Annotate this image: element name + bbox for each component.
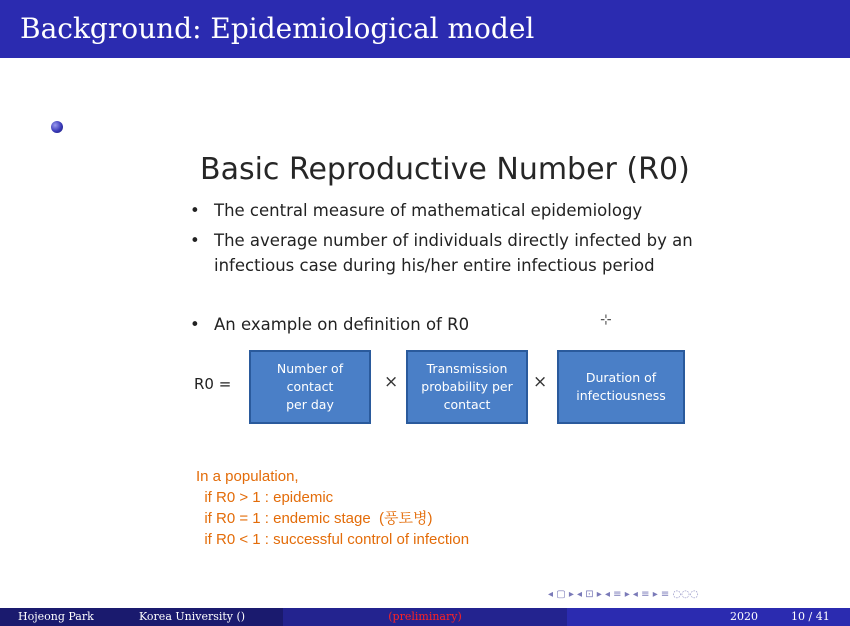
embedded-slide-image: [170, 140, 730, 560]
bullet-list: [184, 198, 724, 283]
population-line: if R0 > 1 : epidemic: [196, 489, 334, 506]
beamer-navigation-icons[interactable]: ◂ ▢ ▸ ◂ ⊡ ▸ ◂ ≡ ▸ ◂ ≡ ▸ ≡ ◌◌◌: [548, 589, 699, 600]
footer-page-number: 10 / 41: [791, 610, 830, 623]
bullet-dot-icon: •: [190, 231, 200, 250]
bullet-item: [184, 228, 724, 278]
footer-short-title: (preliminary): [388, 610, 462, 623]
bullet-text: The central measure of mathematical epidemiology: [214, 201, 643, 220]
example-bullet: [184, 312, 469, 337]
bullet-dot-icon: •: [190, 201, 200, 220]
footer-left: [0, 608, 283, 626]
equation-lhs: R0 =: [194, 375, 232, 393]
bullet-dot-icon: •: [190, 315, 200, 334]
cursor-icon: ⊹: [600, 312, 612, 328]
factor-box-transmission: Transmission probability per contact: [406, 350, 528, 424]
footer-center: [283, 608, 567, 626]
example-text: An example on definition of R0: [214, 315, 470, 334]
times-symbol: ×: [533, 372, 548, 392]
footer-right: [567, 608, 850, 626]
slide-title: Background: Epidemiological model: [20, 12, 535, 45]
times-symbol: ×: [384, 372, 399, 392]
population-line: if R0 = 1 : endemic stage (풍토병): [196, 510, 433, 527]
embedded-title: Basic Reproductive Number (R0): [200, 152, 690, 187]
factor-box-contact: Number of contact per day: [249, 350, 371, 424]
bullet-text: The average number of individuals directly infected by an infectious case during his/her entire infectious period: [214, 231, 693, 275]
population-line: In a population,: [196, 468, 299, 485]
footer-author: Hojeong Park: [18, 610, 94, 623]
bullet-ball-icon: [51, 121, 63, 133]
bullet-item: [184, 198, 724, 223]
footer-year: 2020: [730, 610, 758, 623]
population-line: if R0 < 1 : successful control of infection: [196, 531, 470, 548]
factor-box-duration: Duration of infectiousness: [557, 350, 685, 424]
footer-institute: Korea University (): [139, 610, 246, 623]
population-conditions: [196, 466, 469, 550]
footer: [0, 608, 850, 626]
header-bar: [0, 0, 850, 58]
